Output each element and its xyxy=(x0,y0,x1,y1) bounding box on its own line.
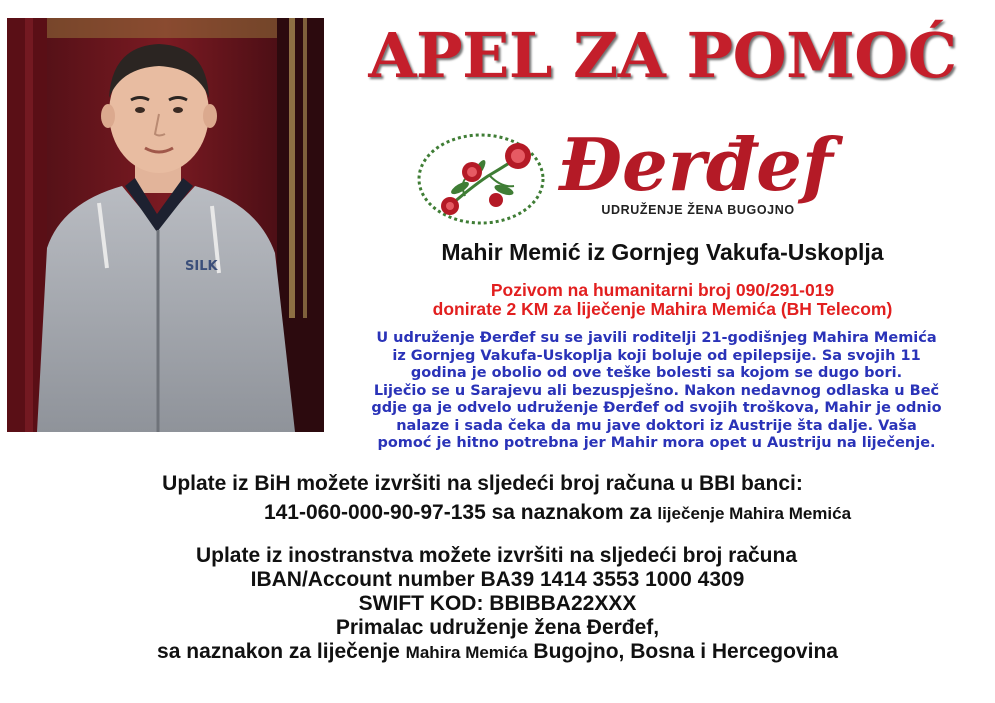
foreign-payment xyxy=(0,544,995,665)
account-number: 141-060-000-90-97-135 sa naznakom za xyxy=(263,501,652,524)
story-paragraph xyxy=(318,330,995,453)
person-photo xyxy=(7,18,324,432)
story-line: iz Gornjeg Vakufa-Uskoplja koji boluje od epilepsije. Sa svojih 11 xyxy=(392,347,921,364)
story-line: pomoć je hitno potrebna jer Mahir mora opet u Austriju na liječenje. xyxy=(377,435,936,451)
swift-code: SWIFT KOD: BBIBBA22XXX xyxy=(358,592,637,615)
story-line: nalaze i sada čeka da mu jave doktori iz Austrije šta dalje. Vaša xyxy=(396,417,917,434)
appeal-title: APEL ZA POMOĆ xyxy=(368,19,957,92)
donation-call xyxy=(330,281,995,319)
payment-note-place: Bugojno, Bosna i Hercegovina xyxy=(533,640,838,663)
shirt-print: SILK xyxy=(185,259,218,274)
domestic-payment-text: Uplate iz BiH možete izvršiti na sljedeći broj računa u BBI banci: xyxy=(162,472,803,495)
payment-purpose: liječenje Mahira Memića xyxy=(657,504,852,523)
story-line: U udruženje Đerđef su se javili roditelji 21-godišnjeg Mahira Memića xyxy=(376,330,937,346)
donation-call-line: Pozivom na humanitarni broj 090/291-019 xyxy=(490,280,835,300)
flower-logo-icon xyxy=(410,128,552,230)
story-line: Liječio se u Sarajevu ali bezuspješno. Nakon nedavnog odlaska u Beč xyxy=(373,382,940,399)
domestic-account xyxy=(0,501,995,525)
donation-call-line: donirate 2 KM za liječenje Mahira Memića (BH Telecom) xyxy=(432,299,893,319)
logo-subtitle: UDRUŽENJE ŽENA BUGOJNO xyxy=(601,203,795,217)
foreign-payment-text: Uplate iz inostranstva možete izvršiti na sljedeći broj računa xyxy=(195,544,798,567)
iban: IBAN/Account number BA39 1414 3553 1000 4309 xyxy=(250,568,745,591)
logo-name: Đerđef xyxy=(559,122,833,207)
recipient: Primalac udruženje žena Đerđef, xyxy=(335,616,660,639)
payment-note xyxy=(0,640,995,665)
payment-note-name: Mahira Memića xyxy=(405,643,528,662)
payment-note-part: sa naznakon za liječenje xyxy=(157,640,400,663)
story-line: gdje ga je odvelo udruženje Đerđef od svojih troškova, Mahir je odnio xyxy=(371,400,942,416)
person-heading: Mahir Memić iz Gornjeg Vakufa-Uskoplja xyxy=(441,239,884,265)
story-line: godina je obolio od ove teške bolesti sa kojom se dugo bori. xyxy=(410,365,903,381)
